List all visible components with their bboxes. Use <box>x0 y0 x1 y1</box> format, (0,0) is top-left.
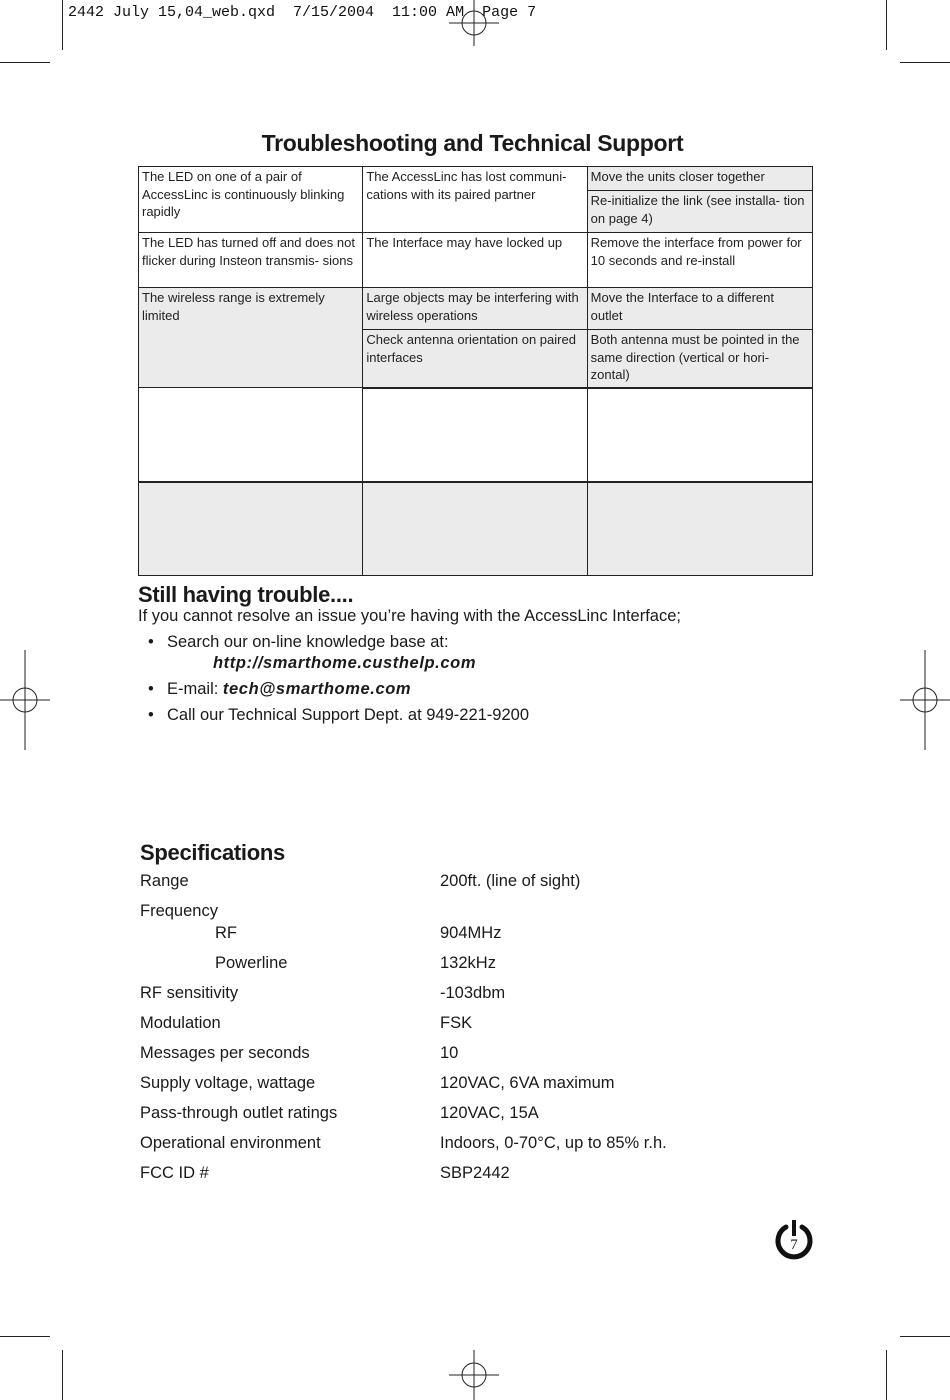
spec-row <box>140 1044 840 1066</box>
crop-mark <box>900 1336 950 1337</box>
spec-label: RF <box>215 924 237 942</box>
troubleshooting-table <box>138 166 813 576</box>
spec-label: Range <box>140 872 189 890</box>
spec-value: FSK <box>440 1014 473 1032</box>
solution-cell: Both antenna must be pointed in the same direction (vertical or hori- zontal) <box>587 330 812 388</box>
spec-row <box>140 924 840 946</box>
spec-row <box>140 902 840 924</box>
spec-value: 120VAC, 6VA maximum <box>440 1074 615 1092</box>
spec-value: 120VAC, 15A <box>440 1104 539 1122</box>
registration-mark-icon <box>900 650 950 750</box>
bullet: • <box>148 680 154 698</box>
empty-cell <box>587 482 812 576</box>
specifications-heading: Specifications <box>140 840 285 865</box>
spec-value: 904MHz <box>440 924 502 942</box>
knowledge-base-label: Search our on-line knowledge base at: <box>167 633 449 651</box>
crop-mark <box>62 0 63 50</box>
spec-label: Frequency <box>140 902 218 920</box>
empty-table-row <box>139 482 813 576</box>
empty-cell <box>587 388 812 482</box>
crop-mark <box>886 1350 887 1400</box>
spec-value: 10 <box>440 1044 459 1062</box>
cause-cell: Check antenna orientation on paired interfaces <box>363 330 587 388</box>
crop-mark <box>0 1336 50 1337</box>
list-item <box>148 679 529 700</box>
solution-cell: Move the Interface to a different outlet <box>587 288 812 330</box>
spec-row <box>140 872 840 894</box>
power-icon <box>773 1218 815 1260</box>
spec-value: -103dbm <box>440 984 506 1002</box>
solution-cell: Remove the interface from power for 10 seconds and re-install <box>587 233 812 288</box>
empty-cell <box>363 482 587 576</box>
bullet: • <box>148 706 154 724</box>
spec-label: Supply voltage, wattage <box>140 1074 316 1092</box>
spec-label: Messages per seconds <box>140 1044 310 1062</box>
spec-value: 200ft. (line of sight) <box>440 872 581 890</box>
empty-cell <box>139 388 363 482</box>
spec-label: Pass-through outlet ratings <box>140 1104 338 1122</box>
empty-cell <box>363 388 587 482</box>
bullet: • <box>148 633 154 651</box>
cause-cell: Large objects may be interfering with wireless operations <box>363 288 587 330</box>
email-label: E-mail: <box>167 680 223 698</box>
list-item <box>148 632 529 674</box>
email-link[interactable]: tech@smarthome.com <box>222 680 412 698</box>
spec-row <box>140 984 840 1006</box>
empty-table-row <box>139 388 813 482</box>
spec-label: RF sensitivity <box>140 984 239 1002</box>
spec-row <box>140 1014 840 1036</box>
problem-cell: The wireless range is extremely limited <box>139 288 363 388</box>
solution-cell: Move the units closer together <box>587 167 812 191</box>
phone-text: Call our Technical Support Dept. at 949-221-9200 <box>167 706 530 724</box>
table-row <box>139 167 813 191</box>
spec-value: SBP2442 <box>440 1164 510 1182</box>
crop-mark <box>886 0 887 50</box>
table-row <box>139 288 813 330</box>
spec-row <box>140 954 840 976</box>
spec-label: Modulation <box>140 1014 221 1032</box>
spec-value: Indoors, 0-70°C, up to 85% r.h. <box>440 1134 667 1152</box>
spec-value: 132kHz <box>440 954 496 972</box>
empty-cell <box>139 482 363 576</box>
problem-cell: The LED has turned off and does not flicker during Insteon transmis- sions <box>139 233 363 288</box>
troubleshooting-title: Troubleshooting and Technical Support <box>261 130 684 156</box>
spec-label: FCC ID # <box>140 1164 209 1182</box>
print-slug: 2442 July 15,04_web.qxd 7/15/2004 11:00 AM Page 7 <box>68 4 537 21</box>
crop-mark <box>0 62 50 63</box>
knowledge-base-link[interactable]: http://smarthome.custhelp.com <box>213 654 477 672</box>
support-list <box>148 632 529 731</box>
spec-row <box>140 1074 840 1096</box>
registration-mark-icon <box>449 1350 499 1400</box>
table-row <box>139 233 813 288</box>
spec-row <box>140 1164 840 1186</box>
spec-row <box>140 1104 840 1126</box>
page-number: 7 <box>790 1237 798 1253</box>
crop-mark <box>62 1350 63 1400</box>
solution-cell: Re-initialize the link (see installa- tion on page 4) <box>587 191 812 233</box>
list-item <box>148 705 529 726</box>
spec-label: Powerline <box>215 954 288 972</box>
support-heading: Still having trouble.... <box>138 582 354 607</box>
registration-mark-icon <box>449 0 499 50</box>
crop-mark <box>900 62 950 63</box>
problem-cell: The LED on one of a pair of AccessLinc is continuously blinking rapidly <box>139 167 363 233</box>
support-intro: If you cannot resolve an issue you’re having with the AccessLinc Interface; <box>138 607 681 625</box>
cause-cell: The AccessLinc has lost communi- cations with its paired partner <box>363 167 587 233</box>
spec-row <box>140 1134 840 1156</box>
cause-cell: The Interface may have locked up <box>363 233 587 288</box>
spec-label: Operational environment <box>140 1134 321 1152</box>
registration-mark-icon <box>0 650 50 750</box>
